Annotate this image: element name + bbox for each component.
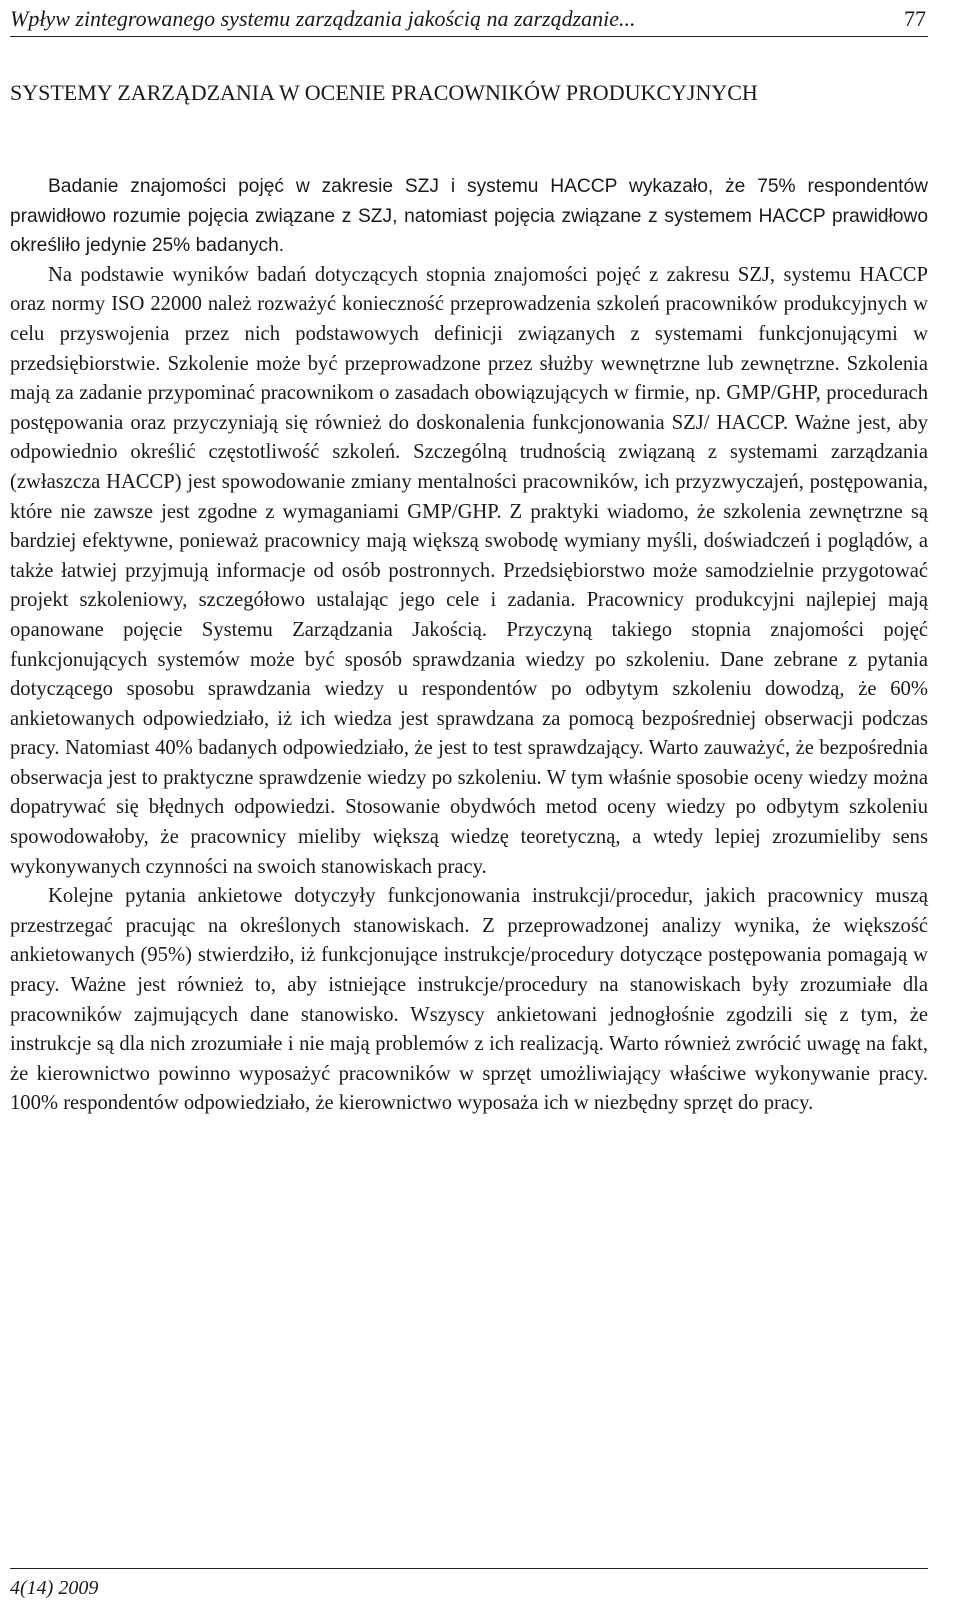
running-title: Wpływ zintegrowanego systemu zarządzania jakością na zarządzanie... — [10, 6, 636, 31]
body-text — [10, 172, 928, 1119]
section-title: SYSTEMY ZARZĄDZANIA W OCENIE PRACOWNIKÓW PRODUKCYJNYCH — [10, 80, 758, 105]
paragraph-3: Kolejne pytania ankietowe dotyczyły funkcjonowania instrukcji/procedur, jakich pracownicy muszą przestrzegać pracując na określonych stanowiskach. Z przeprowadzonej analizy wynika, że większość ankietowanych (95%) stwierdziło, iż funkcjonujące instrukcje/procedury dotyczące postępowania pomagają w pracy. Ważne jest również to, aby istniejące instrukcje/procedury na stanowiskach były zrozumiałe dla pracowników zajmujących dane stanowisko. Wszyscy ankietowani jednogłośnie zgodzili się z tym, że instrukcje są dla nich zrozumiałe i nie mają problemów z ich realizacją. Warto również zwrócić uwagę na fakt, że kierownictwo powinno wyposażyć pracowników w sprzęt umożliwiający właściwe wykonywanie pracy. 100% respondentów odpowiedziało, że kierownictwo wyposaża ich w niezbędny sprzęt do pracy. — [10, 885, 928, 1115]
document-page — [10, 0, 928, 1614]
page-footer — [10, 1568, 928, 1599]
paragraph-1: Badanie znajomości pojęć w zakresie SZJ i systemu HACCP wykazało, że 75% respondentów prawidłowo rozumie pojęcia związane z SZJ, natomiast pojęcia związane z systemem HACCP prawidłowo określiło jedynie 25% badanych. — [10, 176, 928, 257]
page-number: 77 — [904, 6, 926, 31]
paragraph-2: Na podstawie wyników badań dotyczących stopnia znajomości pojęć z zakresu SZJ, systemu HACCP oraz normy ISO 22000 należ rozważyć konieczność przeprowadzenia szkoleń pracowników produkcyjnych w celu przyswojenia przez nich podstawowych definicji związanych z systemami funkcjonującymi w przedsiębiorstwie. Szkolenie może być przeprowadzone przez służby wewnętrzne lub zewnętrzne. Szkolenia mają za zadanie przypominać pracownikom o zasadach obowiązujących w firmie, np. GMP/GHP, procedurach postępowania oraz przyczyniają się również do doskonalenia funkcjonowania SZJ/ HACCP. Ważne jest, aby odpowiednio określić częstotliwość szkoleń. Szczególną trudnością związaną z systemami zarządzania (zwłaszcza HACCP) jest spowodowanie zmiany mentalności pracowników, ich przyzwyczajeń, postępowania, które nie zawsze jest zgodne z wymaganiami GMP/GHP. Z praktyki wiadomo, że szkolenia zewnętrzne są bardziej efektywne, ponieważ pracownicy mają większą swobodę wymiany myśli, doświadczeń i poglądów, a także łatwiej przyjmują informacje od osób postronnych. Przedsiębiorstwo może samodzielnie przygotować projekt szkoleniowy, szczegółowo ustalając jego cele i zadania. Pracownicy produkcyjni najlepiej mają opanowane pojęcie Systemu Zarządzania Jakością. Przyczyną takiego stopnia znajomości pojęć funkcjonujących systemów może być sposób sprawdzania wiedzy po szkoleniu. Dane zebrane z pytania dotyczącego sposobu sprawdzania wiedzy u respondentów po odbytym szkoleniu dowodzą, że 60% ankietowanych odpowiedziało, iż ich wiedza jest sprawdzana za pomocą bezpośredniej obserwacji podczas pracy. Natomiast 40% badanych odpowiedziało, że jest to test sprawdzający. Warto zauważyć, że bezpośrednia obserwacja jest to praktyczne sprawdzenie wiedzy po szkoleniu. W tym właśnie sposobie oceny wiedzy można dopatrywać się błędnych odpowiedzi. Stosowanie obydwóch metod oceny wiedzy po odbytym szkoleniu spowodowałoby, że pracownicy mieliby większą wiedzę teoretyczną, a wtedy lepiej zrozumieliby sens wykonywanych czynności na swoich stanowiskach pracy. — [10, 263, 928, 878]
running-header — [10, 2, 928, 37]
issue-label: 4(14) 2009 — [10, 1577, 99, 1599]
